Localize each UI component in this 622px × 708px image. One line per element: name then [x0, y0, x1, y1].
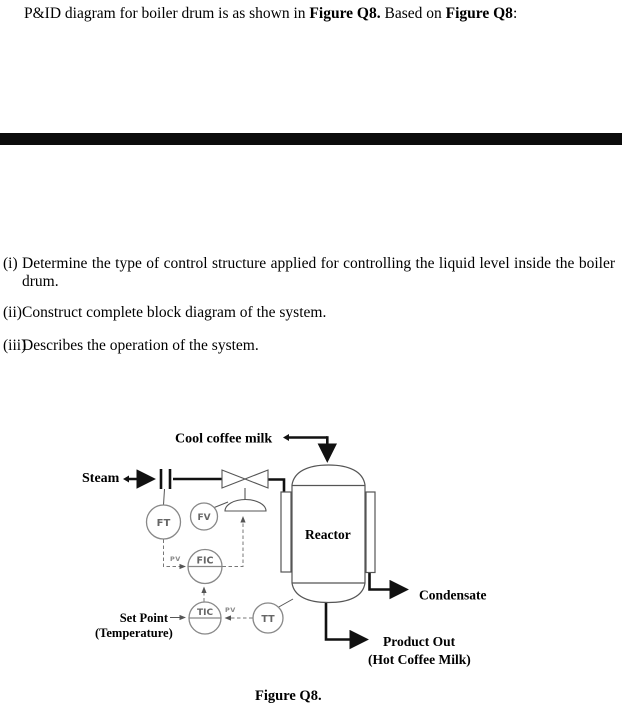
tt-tap-line [277, 599, 293, 608]
valve-body-right [245, 470, 268, 488]
question-item-ii [3, 304, 615, 322]
fic-to-valve-signal [223, 517, 244, 567]
steam-label: Steam [82, 471, 120, 486]
jacket-tab-right [366, 492, 375, 573]
condensate-label: Condensate [419, 587, 487, 603]
jacket-tab-left [281, 492, 291, 572]
cool-milk-label: Cool coffee milk [175, 431, 273, 447]
setpoint-label: Set Point [119, 611, 168, 625]
valve-actuator-dome [225, 500, 266, 511]
product-out-pipe [326, 602, 366, 640]
question-text: Describes the operation of the system. [22, 337, 259, 354]
instrument-tag: TT [261, 614, 275, 625]
instrument-tag: TIC [196, 608, 214, 618]
instrument-tag: FV [197, 513, 211, 523]
figure-caption: Figure Q8. [255, 688, 322, 704]
instrument-tic [189, 602, 221, 634]
product-out-sublabel: (Hot Coffee Milk) [368, 652, 471, 667]
pipe-start-tick [283, 434, 289, 441]
setpoint-sublabel: (Temperature) [95, 626, 173, 640]
question-item-iii [3, 337, 615, 355]
ft-tap-line [164, 489, 165, 505]
page-title [24, 4, 610, 23]
title-text-1: P&ID diagram for boiler drum is as shown in [24, 5, 310, 22]
question-label: (ii) [3, 304, 22, 321]
question-text: Determine the type of control structure applied for controlling the liquid level inside the boiler drum. [22, 255, 615, 290]
title-text-3: : [512, 5, 518, 22]
instrument-tt [253, 603, 283, 633]
instrument-fic [188, 550, 222, 584]
cool-milk-inlet-pipe [283, 434, 327, 460]
pv-label-fic: PV [170, 555, 181, 563]
title-bold-2: Figure Q8 [445, 5, 513, 22]
condensate-pipe [370, 572, 407, 590]
pid-diagram [0, 420, 622, 708]
pipe-start-tick [123, 476, 129, 483]
question-list [3, 255, 615, 368]
title-bold-1: Figure Q8. [309, 5, 381, 22]
pv-label-tic: PV [225, 606, 236, 614]
question-item-i [3, 255, 615, 291]
reactor-label: Reactor [305, 527, 351, 542]
title-text-2: Based on [380, 5, 446, 22]
question-label: (i) [3, 255, 18, 272]
question-text: Construct complete block diagram of the system. [22, 304, 327, 321]
control-valve [222, 470, 268, 511]
redaction-bar [0, 133, 622, 145]
instrument-tag: FIC [196, 555, 214, 567]
product-out-label: Product Out [383, 634, 456, 649]
question-label: (iii) [3, 337, 27, 354]
instrument-tag: FT [156, 518, 171, 529]
instrument-ft [147, 505, 181, 539]
instrument-fv [191, 503, 218, 530]
valve-body-left [222, 470, 245, 488]
